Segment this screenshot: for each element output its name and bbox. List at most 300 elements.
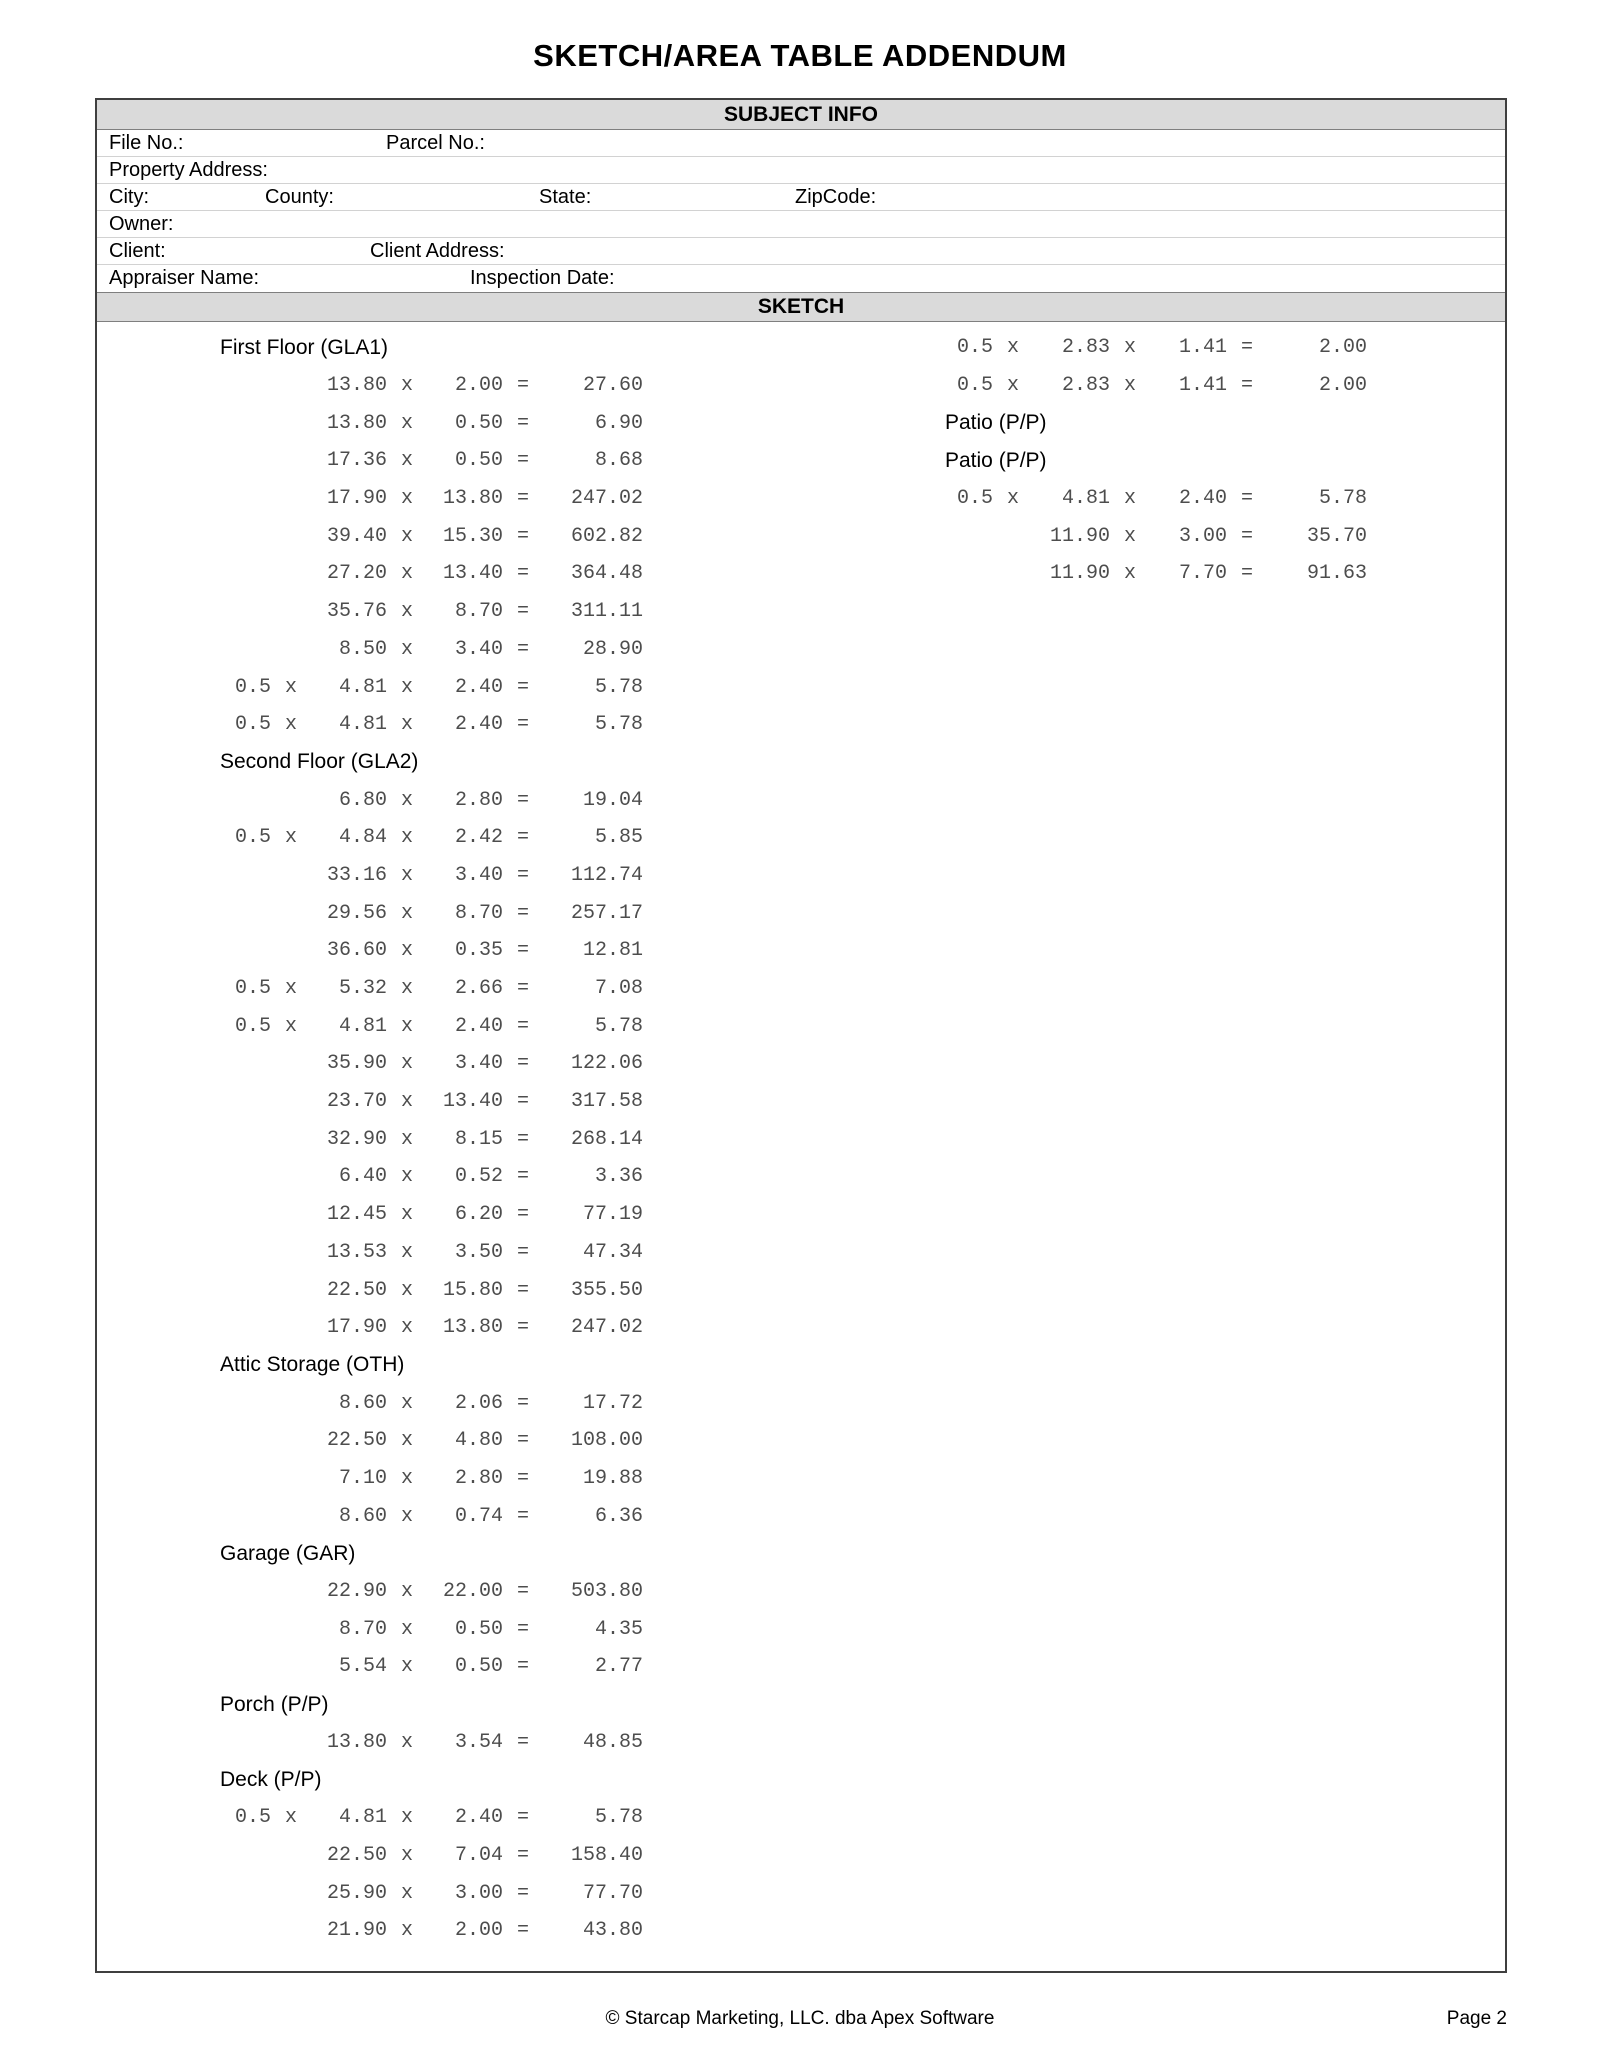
calc-dimension-2: 2.40 bbox=[454, 1806, 503, 1830]
area-calc-row bbox=[220, 1460, 643, 1498]
calc-dimension-2: 2.40 bbox=[454, 1014, 503, 1038]
area-calc-row bbox=[220, 819, 643, 857]
calc-times-operator: x bbox=[284, 826, 297, 850]
subject-info-header: SUBJECT INFO bbox=[97, 100, 1505, 130]
calc-area-result: 108.00 bbox=[570, 1429, 643, 1453]
calc-area-result: 77.70 bbox=[582, 1881, 643, 1905]
area-calc-row bbox=[220, 970, 643, 1008]
area-calc-row bbox=[937, 367, 1367, 405]
calc-times-operator: x bbox=[400, 374, 413, 398]
calc-times-operator: x bbox=[284, 977, 297, 1001]
area-calc-row bbox=[220, 1271, 643, 1309]
area-calc-row bbox=[220, 668, 643, 706]
calc-area-result: 6.90 bbox=[594, 411, 643, 435]
calc-dimension-1: 8.60 bbox=[338, 1504, 387, 1528]
calc-equals-operator: = bbox=[516, 713, 529, 737]
area-calc-row bbox=[220, 1422, 643, 1460]
property-address-label: Property Address: bbox=[109, 159, 268, 181]
calc-equals-operator: = bbox=[516, 1429, 529, 1453]
area-calc-row bbox=[220, 480, 643, 518]
calc-equals-operator: = bbox=[516, 1504, 529, 1528]
calc-equals-operator: = bbox=[516, 788, 529, 812]
section-heading: Patio (P/P) bbox=[945, 411, 1047, 435]
calc-dimension-1: 2.83 bbox=[1061, 336, 1110, 360]
sketch-section-heading-line bbox=[220, 1761, 643, 1799]
subject-info-row-property bbox=[97, 157, 1505, 184]
area-calc-row bbox=[220, 631, 643, 669]
calc-dimension-2: 2.40 bbox=[1178, 487, 1227, 511]
calc-dimension-1: 25.90 bbox=[326, 1881, 387, 1905]
owner-label: Owner: bbox=[109, 213, 174, 235]
area-calc-row bbox=[937, 555, 1367, 593]
calc-dimension-1: 33.16 bbox=[326, 863, 387, 887]
calc-dimension-1: 4.84 bbox=[338, 826, 387, 850]
calc-times-operator: x bbox=[400, 411, 413, 435]
calc-dimension-2: 0.74 bbox=[454, 1504, 503, 1528]
calc-dimension-2: 8.15 bbox=[454, 1127, 503, 1151]
calc-equals-operator: = bbox=[516, 1919, 529, 1943]
calc-times-operator: x bbox=[400, 1014, 413, 1038]
calc-equals-operator: = bbox=[516, 826, 529, 850]
calc-area-result: 5.78 bbox=[594, 713, 643, 737]
calc-dimension-2: 3.40 bbox=[454, 637, 503, 661]
area-calc-row bbox=[220, 404, 643, 442]
subject-info-row-owner bbox=[97, 211, 1505, 238]
sketch-section-heading-line bbox=[937, 442, 1367, 480]
calc-times-operator: x bbox=[284, 1014, 297, 1038]
calc-dimension-2: 22.00 bbox=[442, 1580, 503, 1604]
calc-dimension-1: 13.80 bbox=[326, 1730, 387, 1754]
calc-dimension-1: 13.53 bbox=[326, 1240, 387, 1264]
calc-equals-operator: = bbox=[516, 977, 529, 1001]
calc-area-result: 8.68 bbox=[594, 449, 643, 473]
calc-dimension-2: 4.80 bbox=[454, 1429, 503, 1453]
calc-dimension-2: 6.20 bbox=[454, 1203, 503, 1227]
area-calc-row bbox=[220, 781, 643, 819]
calc-dimension-2: 15.30 bbox=[442, 524, 503, 548]
area-calc-row bbox=[220, 1120, 643, 1158]
calc-equals-operator: = bbox=[1240, 562, 1253, 586]
area-calc-row bbox=[220, 1723, 643, 1761]
area-calc-row bbox=[937, 517, 1367, 555]
area-calc-row bbox=[220, 1573, 643, 1611]
calc-times-operator: x bbox=[400, 1881, 413, 1905]
calc-area-result: 503.80 bbox=[570, 1580, 643, 1604]
calc-times-operator: x bbox=[1006, 487, 1019, 511]
calc-times-operator: x bbox=[400, 977, 413, 1001]
calc-area-result: 268.14 bbox=[570, 1127, 643, 1151]
calc-dimension-2: 3.40 bbox=[454, 863, 503, 887]
zipcode-label: ZipCode: bbox=[795, 186, 877, 208]
calc-area-result: 91.63 bbox=[1306, 562, 1367, 586]
calc-times-operator: x bbox=[400, 901, 413, 925]
calc-equals-operator: = bbox=[516, 1580, 529, 1604]
calc-dimension-2: 3.00 bbox=[454, 1881, 503, 1905]
calc-factor: 0.5 bbox=[234, 713, 271, 737]
file-no-label: File No.: bbox=[109, 132, 184, 154]
calc-equals-operator: = bbox=[1240, 487, 1253, 511]
state-label: State: bbox=[539, 186, 592, 208]
calc-equals-operator: = bbox=[516, 600, 529, 624]
area-calc-row bbox=[220, 1610, 643, 1648]
calc-area-result: 364.48 bbox=[570, 562, 643, 586]
calc-equals-operator: = bbox=[516, 939, 529, 963]
calc-dimension-1: 32.90 bbox=[326, 1127, 387, 1151]
calc-equals-operator: = bbox=[516, 1391, 529, 1415]
addendum-table bbox=[95, 98, 1507, 1973]
calc-times-operator: x bbox=[400, 863, 413, 887]
sketch-header: SKETCH bbox=[97, 292, 1505, 322]
calc-dimension-1: 36.60 bbox=[326, 939, 387, 963]
area-calc-row bbox=[220, 894, 643, 932]
calc-equals-operator: = bbox=[516, 524, 529, 548]
calc-factor: 0.5 bbox=[956, 374, 993, 398]
calc-times-operator: x bbox=[400, 1580, 413, 1604]
sketch-section-heading-line bbox=[220, 744, 643, 782]
calc-times-operator: x bbox=[400, 1730, 413, 1754]
calc-dimension-2: 1.41 bbox=[1178, 374, 1227, 398]
area-calc-row bbox=[220, 442, 643, 480]
calc-dimension-2: 13.40 bbox=[442, 562, 503, 586]
sketch-section-heading-line bbox=[937, 404, 1367, 442]
calc-dimension-2: 0.50 bbox=[454, 449, 503, 473]
calc-factor: 0.5 bbox=[234, 1014, 271, 1038]
calc-area-result: 5.78 bbox=[594, 1014, 643, 1038]
subject-info-row-city bbox=[97, 184, 1505, 211]
calc-dimension-1: 2.83 bbox=[1061, 374, 1110, 398]
calc-dimension-2: 2.40 bbox=[454, 675, 503, 699]
calc-times-operator: x bbox=[400, 788, 413, 812]
calc-area-result: 355.50 bbox=[570, 1278, 643, 1302]
area-calc-row bbox=[220, 1648, 643, 1686]
calc-area-result: 19.04 bbox=[582, 788, 643, 812]
calc-dimension-2: 2.00 bbox=[454, 374, 503, 398]
calc-area-result: 7.08 bbox=[594, 977, 643, 1001]
calc-area-result: 257.17 bbox=[570, 901, 643, 925]
area-calc-row bbox=[220, 932, 643, 970]
calc-dimension-1: 17.90 bbox=[326, 1316, 387, 1340]
calc-times-operator: x bbox=[400, 1466, 413, 1490]
calc-times-operator: x bbox=[400, 524, 413, 548]
page-title: SKETCH/AREA TABLE ADDENDUM bbox=[533, 38, 1067, 73]
calc-equals-operator: = bbox=[516, 449, 529, 473]
calc-dimension-1: 4.81 bbox=[1061, 487, 1110, 511]
calc-dimension-1: 7.10 bbox=[338, 1466, 387, 1490]
calc-equals-operator: = bbox=[516, 1843, 529, 1867]
calc-dimension-2: 13.80 bbox=[442, 1316, 503, 1340]
calc-factor: 0.5 bbox=[956, 336, 993, 360]
calc-area-result: 2.00 bbox=[1318, 336, 1367, 360]
calc-equals-operator: = bbox=[516, 1655, 529, 1679]
calc-dimension-1: 22.90 bbox=[326, 1580, 387, 1604]
calc-area-result: 48.85 bbox=[582, 1730, 643, 1754]
section-heading: Deck (P/P) bbox=[220, 1767, 322, 1791]
calc-dimension-1: 21.90 bbox=[326, 1919, 387, 1943]
calc-dimension-1: 13.80 bbox=[326, 411, 387, 435]
area-calc-row bbox=[220, 593, 643, 631]
sketch-section-heading-line bbox=[220, 1347, 643, 1385]
calc-equals-operator: = bbox=[516, 1203, 529, 1227]
calc-times-operator: x bbox=[400, 1429, 413, 1453]
calc-equals-operator: = bbox=[516, 863, 529, 887]
client-address-label: Client Address: bbox=[370, 240, 505, 262]
calc-dimension-2: 8.70 bbox=[454, 901, 503, 925]
calc-area-result: 602.82 bbox=[570, 524, 643, 548]
calc-equals-operator: = bbox=[1240, 374, 1253, 398]
calc-times-operator: x bbox=[400, 1278, 413, 1302]
calc-dimension-1: 35.90 bbox=[326, 1052, 387, 1076]
calc-dimension-2: 2.40 bbox=[454, 713, 503, 737]
area-calc-row bbox=[220, 517, 643, 555]
calc-times-operator: x bbox=[284, 675, 297, 699]
calc-area-result: 3.36 bbox=[594, 1165, 643, 1189]
calc-dimension-2: 2.00 bbox=[454, 1919, 503, 1943]
area-calc-row bbox=[220, 1799, 643, 1837]
subject-info-row-appraiser bbox=[97, 265, 1505, 292]
calc-equals-operator: = bbox=[516, 901, 529, 925]
calc-equals-operator: = bbox=[1240, 524, 1253, 548]
calc-area-result: 311.11 bbox=[570, 600, 643, 624]
sketch-area bbox=[97, 322, 1505, 1971]
calc-dimension-2: 2.80 bbox=[454, 1466, 503, 1490]
calc-equals-operator: = bbox=[516, 1240, 529, 1264]
sketch-section-heading-line bbox=[220, 329, 643, 367]
calc-equals-operator: = bbox=[516, 562, 529, 586]
calc-dimension-2: 2.80 bbox=[454, 788, 503, 812]
calc-dimension-1: 29.56 bbox=[326, 901, 387, 925]
calc-dimension-1: 8.50 bbox=[338, 637, 387, 661]
calc-dimension-1: 13.80 bbox=[326, 374, 387, 398]
calc-dimension-1: 17.36 bbox=[326, 449, 387, 473]
area-calc-row bbox=[937, 329, 1367, 367]
calc-area-result: 77.19 bbox=[582, 1203, 643, 1227]
area-calc-row bbox=[220, 1384, 643, 1422]
calc-area-result: 5.78 bbox=[594, 1806, 643, 1830]
calc-dimension-2: 3.50 bbox=[454, 1240, 503, 1264]
calc-equals-operator: = bbox=[516, 1730, 529, 1754]
calc-dimension-2: 3.40 bbox=[454, 1052, 503, 1076]
calc-times-operator: x bbox=[1123, 487, 1136, 511]
appraiser-name-label: Appraiser Name: bbox=[109, 267, 260, 289]
calc-times-operator: x bbox=[400, 487, 413, 511]
sketch-section-heading-line bbox=[220, 1686, 643, 1724]
calc-dimension-1: 5.54 bbox=[338, 1655, 387, 1679]
area-calc-row bbox=[220, 1234, 643, 1272]
calc-dimension-1: 4.81 bbox=[338, 675, 387, 699]
calc-area-result: 19.88 bbox=[582, 1466, 643, 1490]
calc-area-result: 4.35 bbox=[594, 1617, 643, 1641]
calc-area-result: 317.58 bbox=[570, 1090, 643, 1114]
calc-equals-operator: = bbox=[516, 1052, 529, 1076]
calc-dimension-1: 11.90 bbox=[1049, 562, 1110, 586]
calc-dimension-2: 2.42 bbox=[454, 826, 503, 850]
calc-times-operator: x bbox=[400, 449, 413, 473]
calc-area-result: 122.06 bbox=[570, 1052, 643, 1076]
section-heading: Porch (P/P) bbox=[220, 1692, 329, 1716]
calc-area-result: 2.00 bbox=[1318, 374, 1367, 398]
calc-dimension-2: 0.50 bbox=[454, 411, 503, 435]
calc-times-operator: x bbox=[400, 826, 413, 850]
calc-equals-operator: = bbox=[516, 487, 529, 511]
calc-equals-operator: = bbox=[516, 1806, 529, 1830]
area-calc-row bbox=[220, 367, 643, 405]
section-heading: Patio (P/P) bbox=[945, 448, 1047, 472]
calc-times-operator: x bbox=[400, 1391, 413, 1415]
calc-times-operator: x bbox=[1123, 336, 1136, 360]
sketch-left-column bbox=[220, 329, 643, 1950]
calc-dimension-1: 22.50 bbox=[326, 1429, 387, 1453]
calc-dimension-1: 27.20 bbox=[326, 562, 387, 586]
calc-dimension-2: 0.52 bbox=[454, 1165, 503, 1189]
calc-dimension-2: 0.35 bbox=[454, 939, 503, 963]
calc-dimension-1: 35.76 bbox=[326, 600, 387, 624]
calc-dimension-2: 0.50 bbox=[454, 1655, 503, 1679]
area-calc-row bbox=[220, 1497, 643, 1535]
calc-equals-operator: = bbox=[516, 1014, 529, 1038]
footer-page-number: Page 2 bbox=[1446, 2008, 1507, 2029]
calc-dimension-2: 0.50 bbox=[454, 1617, 503, 1641]
calc-times-operator: x bbox=[400, 1203, 413, 1227]
calc-dimension-1: 11.90 bbox=[1049, 524, 1110, 548]
calc-times-operator: x bbox=[400, 1617, 413, 1641]
calc-equals-operator: = bbox=[1240, 336, 1253, 360]
calc-area-result: 35.70 bbox=[1306, 524, 1367, 548]
calc-dimension-2: 3.54 bbox=[454, 1730, 503, 1754]
area-calc-row bbox=[220, 706, 643, 744]
calc-dimension-1: 8.60 bbox=[338, 1391, 387, 1415]
calc-equals-operator: = bbox=[516, 1090, 529, 1114]
calc-times-operator: x bbox=[400, 1843, 413, 1867]
area-calc-row bbox=[220, 555, 643, 593]
city-label: City: bbox=[109, 186, 149, 208]
calc-times-operator: x bbox=[400, 1165, 413, 1189]
calc-equals-operator: = bbox=[516, 411, 529, 435]
subject-info-row-client bbox=[97, 238, 1505, 265]
client-label: Client: bbox=[109, 240, 166, 262]
calc-times-operator: x bbox=[1123, 374, 1136, 398]
footer-copyright: © Starcap Marketing, LLC. dba Apex Software bbox=[605, 2008, 995, 2029]
area-calc-row bbox=[220, 1045, 643, 1083]
calc-dimension-1: 39.40 bbox=[326, 524, 387, 548]
calc-area-result: 5.78 bbox=[594, 675, 643, 699]
calc-equals-operator: = bbox=[516, 1617, 529, 1641]
calc-times-operator: x bbox=[284, 713, 297, 737]
calc-area-result: 5.85 bbox=[594, 826, 643, 850]
calc-times-operator: x bbox=[400, 1052, 413, 1076]
calc-dimension-1: 5.32 bbox=[338, 977, 387, 1001]
calc-dimension-1: 6.80 bbox=[338, 788, 387, 812]
calc-area-result: 6.36 bbox=[594, 1504, 643, 1528]
calc-times-operator: x bbox=[284, 1806, 297, 1830]
calc-times-operator: x bbox=[400, 1240, 413, 1264]
section-heading: Garage (GAR) bbox=[220, 1541, 356, 1565]
calc-dimension-1: 8.70 bbox=[338, 1617, 387, 1641]
calc-equals-operator: = bbox=[516, 1165, 529, 1189]
calc-dimension-2: 2.66 bbox=[454, 977, 503, 1001]
calc-times-operator: x bbox=[400, 939, 413, 963]
calc-dimension-1: 4.81 bbox=[338, 713, 387, 737]
calc-times-operator: x bbox=[1006, 374, 1019, 398]
calc-area-result: 112.74 bbox=[570, 863, 643, 887]
calc-dimension-2: 7.70 bbox=[1178, 562, 1227, 586]
calc-times-operator: x bbox=[400, 675, 413, 699]
calc-times-operator: x bbox=[400, 562, 413, 586]
calc-equals-operator: = bbox=[516, 1466, 529, 1490]
calc-area-result: 2.77 bbox=[594, 1655, 643, 1679]
calc-area-result: 247.02 bbox=[570, 487, 643, 511]
calc-times-operator: x bbox=[400, 637, 413, 661]
calc-times-operator: x bbox=[400, 1655, 413, 1679]
calc-area-result: 43.80 bbox=[582, 1919, 643, 1943]
calc-area-result: 5.78 bbox=[1318, 487, 1367, 511]
calc-area-result: 27.60 bbox=[582, 374, 643, 398]
calc-dimension-1: 12.45 bbox=[326, 1203, 387, 1227]
calc-dimension-1: 22.50 bbox=[326, 1843, 387, 1867]
calc-dimension-1: 4.81 bbox=[338, 1806, 387, 1830]
calc-times-operator: x bbox=[400, 1919, 413, 1943]
calc-times-operator: x bbox=[400, 1090, 413, 1114]
calc-equals-operator: = bbox=[516, 1316, 529, 1340]
calc-times-operator: x bbox=[400, 713, 413, 737]
calc-equals-operator: = bbox=[516, 1127, 529, 1151]
calc-area-result: 158.40 bbox=[570, 1843, 643, 1867]
area-calc-row bbox=[220, 1837, 643, 1875]
area-calc-row bbox=[220, 1007, 643, 1045]
calc-times-operator: x bbox=[400, 1316, 413, 1340]
sketch-right-column bbox=[937, 329, 1367, 593]
calc-times-operator: x bbox=[1006, 336, 1019, 360]
calc-times-operator: x bbox=[400, 1806, 413, 1830]
calc-equals-operator: = bbox=[516, 374, 529, 398]
calc-dimension-1: 17.90 bbox=[326, 487, 387, 511]
calc-dimension-2: 13.80 bbox=[442, 487, 503, 511]
area-calc-row bbox=[220, 857, 643, 895]
area-calc-row bbox=[220, 1912, 643, 1950]
sketch-section-heading-line bbox=[220, 1535, 643, 1573]
area-calc-row bbox=[220, 1874, 643, 1912]
calc-area-result: 17.72 bbox=[582, 1391, 643, 1415]
section-heading: Attic Storage (OTH) bbox=[220, 1353, 405, 1377]
calc-dimension-1: 22.50 bbox=[326, 1278, 387, 1302]
parcel-no-label: Parcel No.: bbox=[386, 132, 485, 154]
calc-area-result: 247.02 bbox=[570, 1316, 643, 1340]
calc-area-result: 47.34 bbox=[582, 1240, 643, 1264]
calc-times-operator: x bbox=[400, 600, 413, 624]
calc-times-operator: x bbox=[1123, 524, 1136, 548]
calc-area-result: 28.90 bbox=[582, 637, 643, 661]
calc-dimension-2: 7.04 bbox=[454, 1843, 503, 1867]
calc-dimension-2: 1.41 bbox=[1178, 336, 1227, 360]
calc-times-operator: x bbox=[400, 1504, 413, 1528]
area-calc-row bbox=[220, 1083, 643, 1121]
calc-factor: 0.5 bbox=[234, 675, 271, 699]
calc-dimension-2: 13.40 bbox=[442, 1090, 503, 1114]
calc-factor: 0.5 bbox=[956, 487, 993, 511]
calc-factor: 0.5 bbox=[234, 826, 271, 850]
area-calc-row bbox=[220, 1309, 643, 1347]
calc-dimension-2: 3.00 bbox=[1178, 524, 1227, 548]
area-calc-row bbox=[220, 1158, 643, 1196]
calc-area-result: 12.81 bbox=[582, 939, 643, 963]
county-label: County: bbox=[265, 186, 334, 208]
calc-equals-operator: = bbox=[516, 1881, 529, 1905]
calc-dimension-2: 8.70 bbox=[454, 600, 503, 624]
subject-info-row-file bbox=[97, 130, 1505, 157]
area-calc-row bbox=[937, 480, 1367, 518]
calc-factor: 0.5 bbox=[234, 977, 271, 1001]
calc-dimension-2: 15.80 bbox=[442, 1278, 503, 1302]
calc-equals-operator: = bbox=[516, 1278, 529, 1302]
